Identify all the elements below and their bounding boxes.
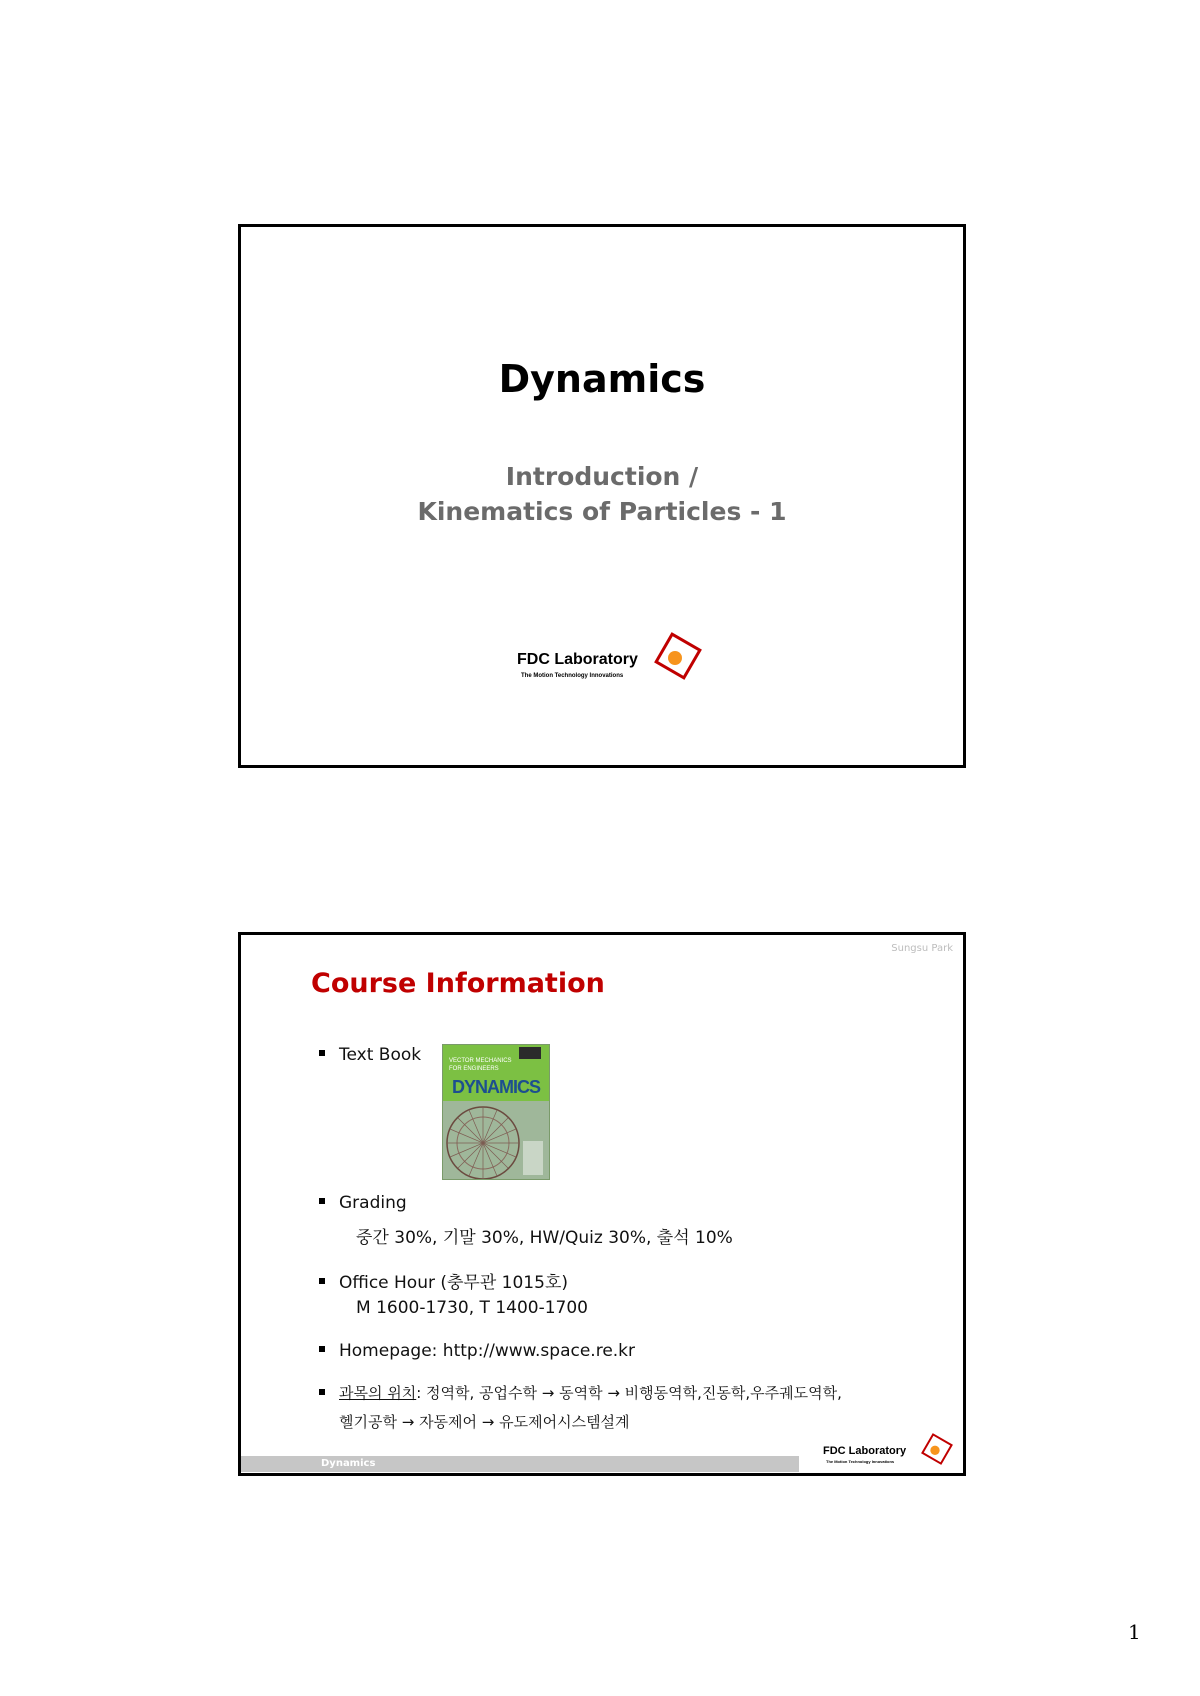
title-slide [238, 224, 966, 768]
fdc-logo-icon [651, 629, 705, 683]
cover-subtitle [449, 1057, 512, 1073]
cover-line-2: FOR ENGINEERS [449, 1066, 499, 1072]
slide-title: Dynamics [498, 357, 706, 401]
office-hour-detail: M 1600-1730, T 1400-1700 [356, 1298, 588, 1318]
footer-bar [241, 1456, 799, 1472]
slide-subtitle [241, 459, 963, 529]
logo-name: FDC Laboratory [823, 1445, 907, 1457]
bullet-course-position [319, 1382, 842, 1403]
textbook-cover [442, 1044, 550, 1180]
subtitle-line-2: Kinematics of Particles - 1 [417, 497, 787, 526]
cover-title: DYNAMICS [451, 1077, 540, 1097]
logo-name: FDC Laboratory [517, 651, 638, 668]
fdc-logo-icon [919, 1431, 955, 1467]
grading-detail: 중간 30%, 기말 30%, HW/Quiz 30%, 출석 10% [356, 1228, 733, 1248]
page-number: 1 [1128, 1620, 1141, 1644]
bullet-grading [319, 1193, 407, 1213]
logo-tagline: The Motion Technology Innovations [521, 673, 624, 679]
bullet-label: Grading [339, 1193, 407, 1213]
author-name: Sungsu Park [891, 943, 953, 954]
fdc-logo [517, 629, 697, 689]
slide-title: Course Information [311, 968, 605, 999]
position-line-1: : 정역학, 공업수학 → 동역학 → 비행동역학,진동학,우주궤도역학, [416, 1384, 842, 1402]
position-line-2: 헬기공학 → 자동제어 → 유도제어시스템설계 [339, 1413, 630, 1431]
bullet-square-icon [319, 1389, 325, 1395]
bullet-square-icon [319, 1278, 325, 1284]
course-info-slide [238, 932, 966, 1476]
bullet-square-icon [319, 1050, 325, 1056]
logo-tagline: The Motion Technology Innovations [826, 1459, 895, 1464]
bullet-textbook [319, 1045, 421, 1065]
bullet-square-icon [319, 1198, 325, 1204]
ferris-wheel-image [443, 1101, 549, 1180]
bullet-office-hour [319, 1268, 568, 1293]
bullet-homepage [319, 1341, 635, 1361]
cover-badge [519, 1047, 541, 1059]
position-label: 과목의 위치 [339, 1384, 417, 1402]
subtitle-line-1: Introduction / [505, 462, 699, 491]
fdc-logo [823, 1431, 963, 1475]
footer-label: Dynamics [321, 1458, 376, 1469]
bullet-label: Text Book [339, 1045, 422, 1065]
bullet-label: Office Hour (충무관 1015호) [339, 1273, 568, 1293]
bullet-square-icon [319, 1346, 325, 1352]
homepage-text: Homepage: http://www.space.re.kr [339, 1341, 636, 1361]
cover-line-1: VECTOR MECHANICS [449, 1058, 512, 1064]
